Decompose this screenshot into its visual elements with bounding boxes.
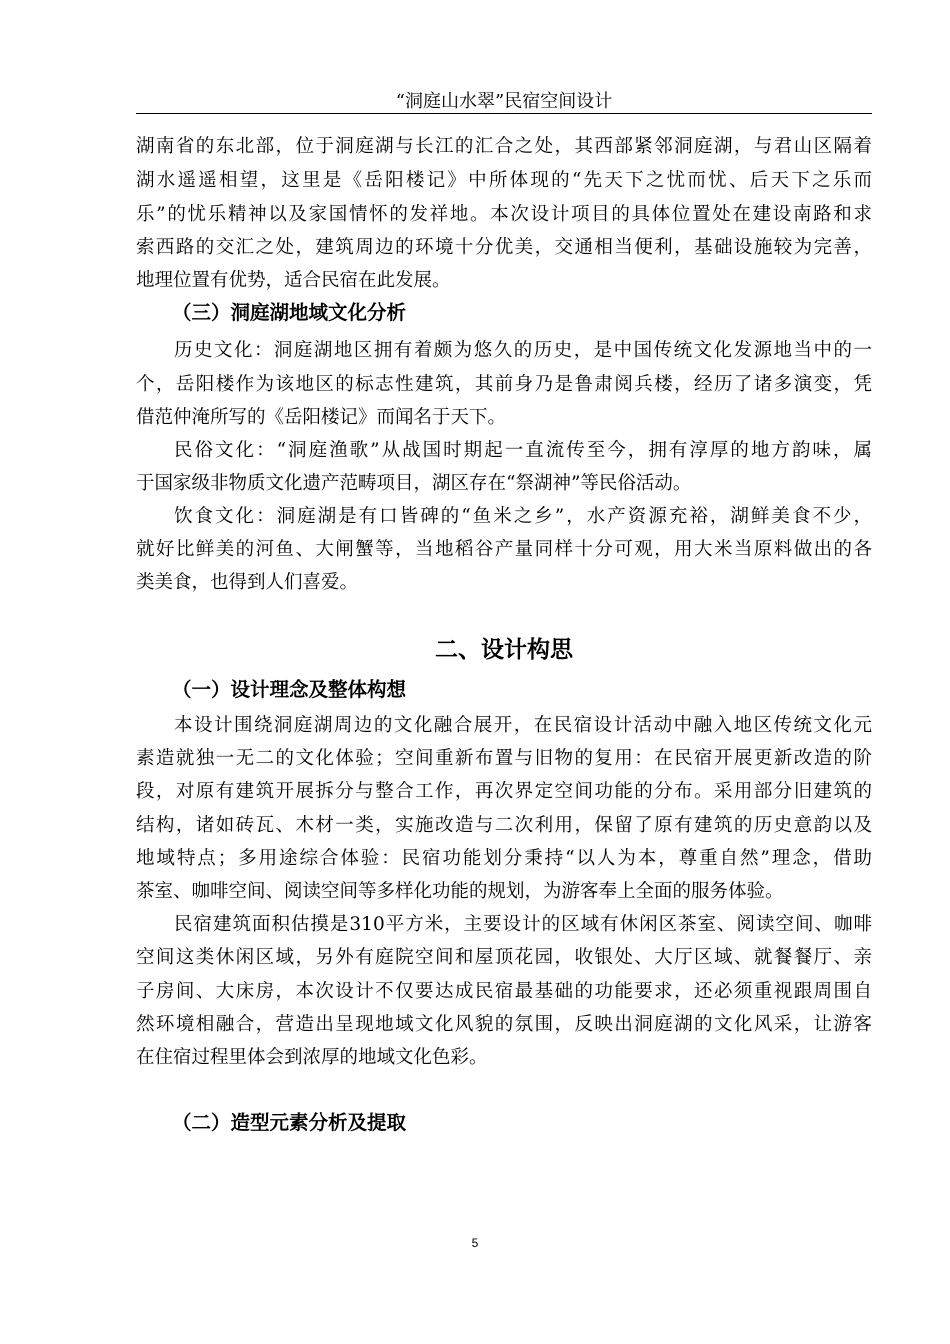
text-line: 饮食文化：洞庭湖是有口皆碑的“鱼米之乡”，水产资源充裕，湖鲜美食不少， bbox=[174, 506, 872, 527]
section-heading-3: （三）洞庭湖地域文化分析 bbox=[172, 301, 407, 324]
text-line: 民宿建筑面积估摸是310平方米，主要设计的区域有休闲区茶室、阅读空间、咖啡 bbox=[174, 914, 872, 935]
text-line: 就好比鲜美的河鱼、大闸蟹等，当地稻谷产量同样十分可观，用大米当原料做出的各 bbox=[136, 539, 872, 560]
text-line: 茶室、咖啡空间、阅读空间等多样化功能的规划，为游客奉上全面的服务体验。 bbox=[136, 881, 784, 902]
text-line: 空间这类休闲区域，另外有庭院空间和屋顶花园，收银处、大厅区域、就餐餐厅、亲 bbox=[136, 947, 872, 968]
text-line: 地域特点；多用途综合体验：民宿功能划分秉持“以人为本，尊重自然”理念，借助 bbox=[136, 848, 872, 869]
text-line: 类美食，也得到人们喜爱。 bbox=[136, 572, 359, 593]
header-rule bbox=[136, 113, 872, 114]
text-line: 子房间、大床房，本次设计不仅要达成民宿最基础的功能要求，还必须重视跟周围自 bbox=[136, 981, 872, 1002]
page-number: 5 bbox=[471, 1236, 479, 1250]
text-line: 在住宿过程里体会到浓厚的地域文化色彩。 bbox=[136, 1047, 488, 1068]
text-line: 乐”的忧乐精神以及家国情怀的发祥地。本次设计项目的具体位置处在建设南路和求 bbox=[136, 204, 872, 225]
text-line: 借范仲淹所写的《岳阳楼记》而闻名于天下。 bbox=[136, 407, 507, 428]
section-heading-2: （二）造型元素分析及提取 bbox=[172, 1111, 407, 1134]
text-line: 索西路的交汇之处，建筑周边的环境十分优美，交通相当便利，基础设施较为完善， bbox=[136, 237, 872, 258]
text-line: 地理位置有优势，适合民宿在此发展。 bbox=[136, 270, 451, 291]
text-line: 段，对原有建筑开展拆分与整合工作，再次界定空间功能的分布。采用部分旧建筑的 bbox=[136, 781, 872, 802]
text-line: 本设计围绕洞庭湖周边的文化融合展开，在民宿设计活动中融入地区传统文化元 bbox=[174, 715, 872, 736]
text-line: 湖水遥遥相望，这里是《岳阳楼记》中所体现的“先天下之忧而忧、后天下之乐而 bbox=[136, 170, 872, 191]
text-line: 湖南省的东北部，位于洞庭湖与长江的汇合之处，其西部紧邻洞庭湖，与君山区隔着 bbox=[136, 136, 872, 157]
text-line: 个，岳阳楼作为该地区的标志性建筑，其前身乃是鲁肃阅兵楼，经历了诸多演变，凭 bbox=[136, 374, 872, 395]
section-heading-1: （一）设计理念及整体构想 bbox=[172, 678, 407, 701]
running-header: “洞庭山水翠”民宿空间设计 bbox=[395, 91, 613, 112]
text-line: 结构，诸如砖瓦、木材一类，实施改造与二次利用，保留了原有建筑的历史意韵以及 bbox=[136, 815, 872, 836]
text-line: 素造就独一无二的文化体验；空间重新布置与旧物的复用：在民宿开展更新改造的阶 bbox=[136, 748, 872, 769]
text-line: 然环境相融合，营造出呈现地域文化风貌的氛围，反映出洞庭湖的文化风采，让游客 bbox=[136, 1014, 872, 1035]
text-line: 历史文化：洞庭湖地区拥有着颇为悠久的历史，是中国传统文化发源地当中的一 bbox=[174, 340, 872, 361]
text-line: 民俗文化：“洞庭渔歌”从战国时期起一直流传至今，拥有淳厚的地方韵味，属 bbox=[174, 440, 872, 461]
text-line: 于国家级非物质文化遗产范畴项目，湖区存在“祭湖神”等民俗活动。 bbox=[136, 473, 692, 494]
chapter-heading: 二、设计构思 bbox=[435, 637, 573, 663]
